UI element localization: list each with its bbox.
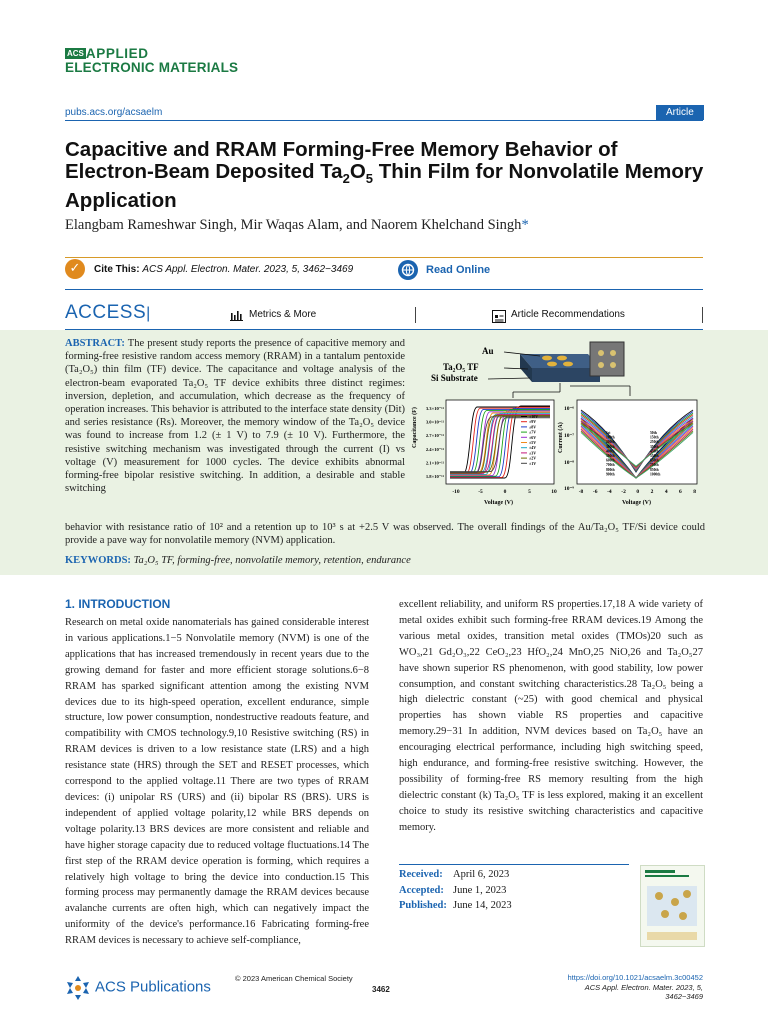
title-sub-5: 5 [365,171,373,187]
cv-xtick-label: 5 [528,489,531,495]
iv-ytick-label: 10⁻⁸ [563,460,574,466]
cv-ytick-label: 2.4×10⁻¹¹ [425,446,444,452]
journal-cover-thumbnail[interactable] [640,865,705,947]
iv-legend-label: 50th [650,431,657,435]
acs-badge: ACS [67,48,84,58]
cv-legend-label: ±4V [529,445,537,451]
logo-line2: ELECTRONIC MATERIALS [65,60,239,75]
iv-ytick-label: 10⁻⁷ [563,433,574,439]
doi-link[interactable]: https://doi.org/10.1021/acsaelm.3c00452 [567,973,703,982]
copyright: © 2023 American Chemical Society [235,974,353,983]
article-type-badge: Article [656,105,704,120]
iv-legend-label: 550th [650,454,659,458]
photo-dot [598,350,604,356]
cv-legend-label: ±2V [529,455,537,461]
access-label: ACCESS| [65,302,151,323]
iv-xtick-label: -2 [621,489,626,495]
cv-ytick-label: 3.3×10⁻¹¹ [425,406,444,411]
logo-line1: APPLIED [85,45,149,61]
iv-xlabel: Voltage (V) [622,500,651,506]
date-value: April 6, 2023 [453,869,510,880]
title-part-1: Capacitive and RRAM Forming-Free Memory Behavior of Electron-Beam Deposited Ta [65,138,618,183]
iv-xtick-label: -8 [578,489,584,495]
metrics-link[interactable]: Metrics & More [249,309,317,320]
au-electrode [563,362,573,367]
iv-legend-label: 1000th [650,472,661,477]
corresponding-mark[interactable]: * [521,217,529,233]
iv-legend-label: 650th [650,458,659,463]
cv-xtick-label: 10 [551,489,557,495]
iv-legend-label: 850th [650,467,659,472]
publication-dates [399,867,512,914]
cite-label: Cite This: [94,264,140,275]
intro-left-column: Research on metal oxide nanomaterials has gained considerable interest in various applications.1−5 Nonvolatile memory (NVM) is one of the applications that has increased tremendously in recent years due to the growing demand for faster and more efficient storage solutions.6−8 RRAM has sparked significant attention among the existing NVM devices due to its high-speed operation, excellent endurance, simple structure, low power consumption, nondestructive readouts feature, and compatibility with CMOS technology.9,10 Resistive switching (RS) in RRAM devices is driven to a low resistance state (LRS) and a high resistance state (HRS) through the SET and RESET processes, which correspond to the applied voltage.11 There are two types of RRAM devices: (i) unipolar RS (URS) and (ii) bipolar RS (BRS). URS is independent of applied voltage polarity,12 while BRS depends on voltage polarity.13 BRS devices are more consistent and reliable and have higher storage capacity due to reduced voltage fluctuations.14 The first step of the RRAM device operation is forming, which requires a relatively high voltage to bring the device into conduction.15 This forming process may permanently damage the RRAM devices because avalanche currents are often high, which can negatively impact the uniformity of the device's performance.16 Fabricating forming-free RRAM devices is necessary to achieve self-compliance, [65,617,369,947]
access-separator-end [702,307,703,323]
iv-legend-label: 100th [606,435,615,440]
cv-legend-label: ±10V [529,414,539,419]
authors-text[interactable]: Elangbam Rameshwar Singh, Mir Waqas Alam, and Naorem Khelchand Singh [65,217,522,233]
cv-legend-label: ±6V [529,434,537,440]
cv-ytick-label: 3.0×10⁻¹¹ [425,419,444,425]
iv-legend-label: 450th [650,449,659,454]
iv-legend-label: 150th [650,435,659,440]
date-value: June 14, 2023 [453,900,512,911]
iv-xtick-label: 8 [693,489,696,495]
iv-ylabel: Current (A) [558,422,564,453]
iv-xtick-label: -4 [607,489,612,495]
abstract-continued: behavior with resistance ratio of 10² and a retention up to 10³ s at +2.5 V was observed. The overall findings of the Au/Ta₂O₅ TF/Si device could provide a pave way for nonvolatile memory (NVM) application. [65,522,705,547]
iv-legend-label: 400th [606,449,615,454]
journal-logo [65,44,238,75]
label-si: Si Substrate [431,373,478,383]
photo-dot [610,350,616,356]
cv-legend-label: ±8V [529,424,537,430]
keywords-text: Ta₂O₅ TF, forming-free, nonvolatile memory, retention, endurance [133,555,411,566]
iv-legend-label: 200th [606,440,615,445]
iv-legend-label: 350th [650,444,659,449]
iv-legend-label: 1st [606,431,611,435]
title-part-3: O [349,160,366,183]
acs-hexagon-icon [65,975,91,1001]
cv-legend-label: ±7V [529,429,537,435]
acs-publications-logo[interactable] [65,975,211,1001]
cv-legend-label: ±5V [529,440,537,445]
iv-xtick-label: 4 [664,489,668,495]
author-list [65,217,529,234]
iv-ytick-label: 10⁻⁹ [563,486,574,492]
title-sub-2: 2 [342,171,350,187]
iv-legend-label: 900th [606,472,615,477]
toc-graphic [410,340,710,515]
date-label: Accepted: [399,884,444,896]
recommendations-link[interactable]: Article Recommendations [511,309,625,320]
cv-xtick-label: 0 [503,489,507,495]
cite-this[interactable] [94,264,353,275]
date-accepted [399,883,512,899]
page-number: 3462 [372,985,390,994]
device-photo [590,342,624,376]
cite-volume: 2023, 5, 3462−3469 [263,264,354,275]
abstract-label: ABSTRACT: [65,338,125,349]
doi-block [560,973,703,1002]
date-received [399,867,512,883]
label-au: Au [482,346,494,356]
keywords-label: KEYWORDS: [65,555,131,566]
cv-legend-label: ±9V [529,419,537,425]
publisher-name: ACS Publications [95,978,211,996]
date-published [399,898,512,914]
iv-legend-label: 600th [606,458,615,463]
iv-legend-label: 300th [606,444,615,449]
cv-xtick-label: -5 [478,489,483,495]
abstract [65,337,405,495]
journal-url[interactable]: pubs.acs.org/acsaelm [65,107,163,118]
cv-legend-label: ±3V [529,450,537,456]
read-online-link[interactable]: Read Online [426,264,491,276]
photo-dot [598,362,604,368]
iv-legend-label: 750th [650,463,659,468]
bar-chart-icon [230,310,243,321]
cv-legend-label: ±1V [529,460,537,466]
cv-xlabel: Voltage (V) [484,500,513,506]
recommendations-icon [492,310,506,323]
iv-xtick-label: -6 [592,489,598,495]
cite-journal: ACS Appl. Electron. Mater. [142,264,262,275]
au-electrode [547,362,557,367]
iv-xtick-label: 6 [679,489,682,495]
abstract-text: The present study reports the presence of capacitive memory and forming-free resistive random access memory (RRAM) in a tantalum pentoxide (Ta₂O₅) thin film (TF) device. The capacitance and voltage analysis of the electron-beam evaporated Ta₂O₅ TF device exhibits three distinct regimes: inversion, depletion, and accumulation, which decrease as the frequency of operation increases. This behavior is attributed to the interface state density (Dit) and series resistance (Rs). Moreover, the memory window of the Ta₂O₅ device was found to increase from 1.2 (± 1 V) to 7.9 (± 10 V). Furthermore, the resistive switching mechanism was investigated through the current (I) vs voltage (V) measurement for 1000 cycles. The device exhibits abnormal forming-free bipolar resistive switching. In addition, a desirable and stable switching [65,338,406,495]
access-text: ACCESS [65,302,147,323]
cv-ylabel: Capacitance (F) [412,407,418,448]
dates-rule [399,864,629,865]
article-title [65,139,705,212]
section-heading: 1. INTRODUCTION [65,597,171,611]
intro-right-column: excellent reliability, and uniform RS properties.17,18 A wide variety of metal oxides exhibit such forming-free RRAM devices.19 Among the various metal oxides, transition metal oxides (TMOs)20 such as WO₃,21 Gd₂O₃,22 CeO₂,23 HfO₂,24 MnO,25 NiO,26 and Ta₂O₅27 have shown superior RS phenomenon, with good stability, low power consumption, and constant switching characteristics.28 Ta₂O₅ being a high dielectric constant (~25) with good chemical and physical properties has shown viable RS properties and capacitive memory.29−31 In addition, NVM devices based on Ta₂O₅ have an encouraging electrical performance, including high switching speed, high endurance, and forming-free resistive switching. However, the possibility of forming-free RS memory resulting from the high dielectric constant (k) Ta₂O₅ TF is less explored, making it an excellent choice to study its resistive switching characteristics and capacitive memory. [399,599,703,833]
au-electrode [557,356,567,361]
iv-legend-label: 700th [606,463,615,468]
cite-rule-bottom [65,289,703,290]
iv-legend-label: 800th [606,467,615,472]
header-rule [65,120,703,121]
cv-xtick-label: -10 [452,489,460,495]
date-value: June 1, 2023 [453,884,507,896]
photo-dot [610,362,616,368]
iv-xtick-label: 2 [650,489,654,495]
checkmark-icon: ✓ [65,259,85,279]
au-electrode [542,356,552,361]
cv-ytick-label: 2.7×10⁻¹¹ [425,433,444,439]
date-label: Received: [399,869,443,880]
journal-reference: ACS Appl. Electron. Mater. 2023, 5, 3462−3469 [584,982,703,1001]
globe-icon [398,260,418,280]
iv-legend-label: 250th [650,440,659,445]
title-part-5: Thin Film for Nonvolatile Memory Application [65,160,704,213]
cv-ytick-label: 2.1×10⁻¹¹ [425,460,444,466]
iv-xtick-label: 0 [636,489,640,495]
keywords [65,555,705,566]
date-label: Published: [399,900,447,911]
cite-rule-top [65,257,703,258]
label-ta2o5: Ta₂O₅ TF [443,362,479,372]
iv-legend-label: 500th [606,454,615,458]
iv-ytick-label: 10⁻⁶ [563,406,574,412]
cv-ytick-label: 1.8×10⁻¹¹ [425,474,444,479]
access-separator [415,307,416,323]
